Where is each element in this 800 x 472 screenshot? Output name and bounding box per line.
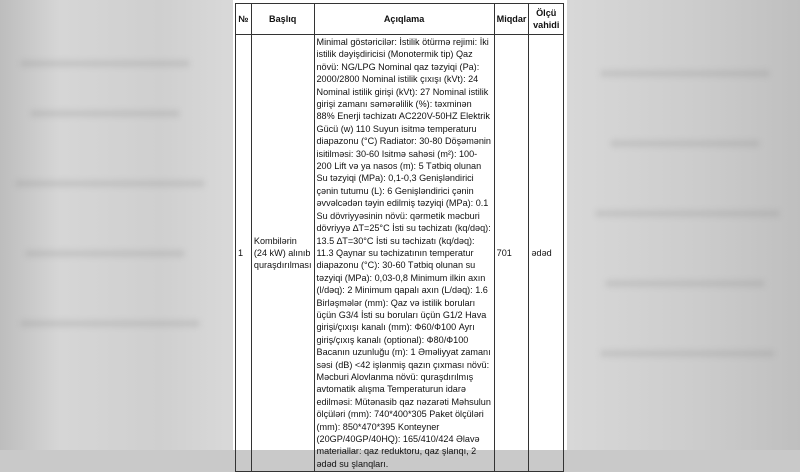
- cell-number: 1: [236, 35, 252, 472]
- table-row: [236, 35, 564, 472]
- header-title: Başlıq: [251, 4, 314, 35]
- header-description: Açıqlama: [314, 4, 494, 35]
- blurred-text: [605, 280, 765, 287]
- blurred-text: [20, 320, 200, 327]
- document-page: [233, 0, 567, 469]
- blurred-text: [595, 210, 780, 217]
- blurred-text: [30, 110, 180, 117]
- blurred-text: [600, 350, 775, 357]
- blurred-text: [610, 140, 760, 147]
- blurred-text: [600, 70, 770, 77]
- spec-table: [235, 3, 564, 472]
- table-header-row: [236, 4, 564, 35]
- header-number: №: [236, 4, 252, 35]
- cell-title: Kombilərin (24 kW) alınıb quraşdırılması: [251, 35, 314, 472]
- header-quantity: Miqdar: [494, 4, 529, 35]
- cell-unit: ədəd: [529, 35, 564, 472]
- header-unit: Ölçü vahidi: [529, 4, 564, 35]
- cell-description: Minimal göstəricilər: İstilik ötürmə rejimi: İki istilik dəyişdiricisi (Monotermik tip) Qaz növü: NG/LPG Nominal qaz təzyiqi (Pa): 2000/2800 Nominal istilik çıxışı (kVt): 24 Nominal istilik girişi (kVt): 27 Nominal istilik girişi zamanı səmərəlilik (%): təxminən 88% Enerji təchizatı AC220V-50HZ Elektrik Gücü (w) 110 Suyun isitmə temperaturu diapazonu (°C) Radiator: 30-80 Döşəmənin isitilməsi: 30-60 Isitmə sahəsi (m²): 100-200 Lift və ya nasos (m): 5 Tətbiq olunan Su təzyiqi (MPa): 0,1-0,3 Genişləndirici çənin tutumu (L): 6 Genişləndirici çənin əvvəlcədən təyin edilmiş təzyiqi (MPa): 0.1 Su dövriyyəsinin növü: qərmetik məcburi dövriyyə ∆T=25°C İsti su təchizatı (kq/dəq): 13.5 ∆T=30°C İsti su təchizatı (kq/dəq): 11.3 Qaynar su təchizatının temperatur diapazonu (°C): 30-60 Tətbiq olunan su təzyiqi (MPa): 0,03-0,8 Minimum ilkin axın (l/dəq): 2 Minimum qapalı axın (L/dəq): 1.6 Birləşmələr (mm): Qaz və istilik boruları üçün G3/4 İsti su boruları üçün G1/2 Hava girişi/çıxışı kanalı (mm): Ф60/Ф100 Ayrı giriş/çıxış kanalı (optional): Ф80/Ф100 Bacanın uzunluğu (m): 1 Əməliyyat zamanı səsi (dB) <42 işlənmiş qazın çıxması növü: Məcburi Alovlanma növü: quraşdırılmış avtomatik alışma Temperaturun idarə edilməsi: Mütənasib qaz nəzarəti Məhsulun ölçüləri (mm): 740*400*305 Paket ölçüləri (mm): 850*470*395 Konteyner (20GP/40GP/40HQ): 165/410/424 Əlavə materiallar: qaz reduktoru, qaz şlanqı, 2 ədəd su şlanqları.: [314, 35, 494, 472]
- blurred-text: [20, 60, 190, 67]
- cell-quantity: 701: [494, 35, 529, 472]
- blurred-text: [15, 180, 205, 187]
- blurred-text: [25, 250, 185, 257]
